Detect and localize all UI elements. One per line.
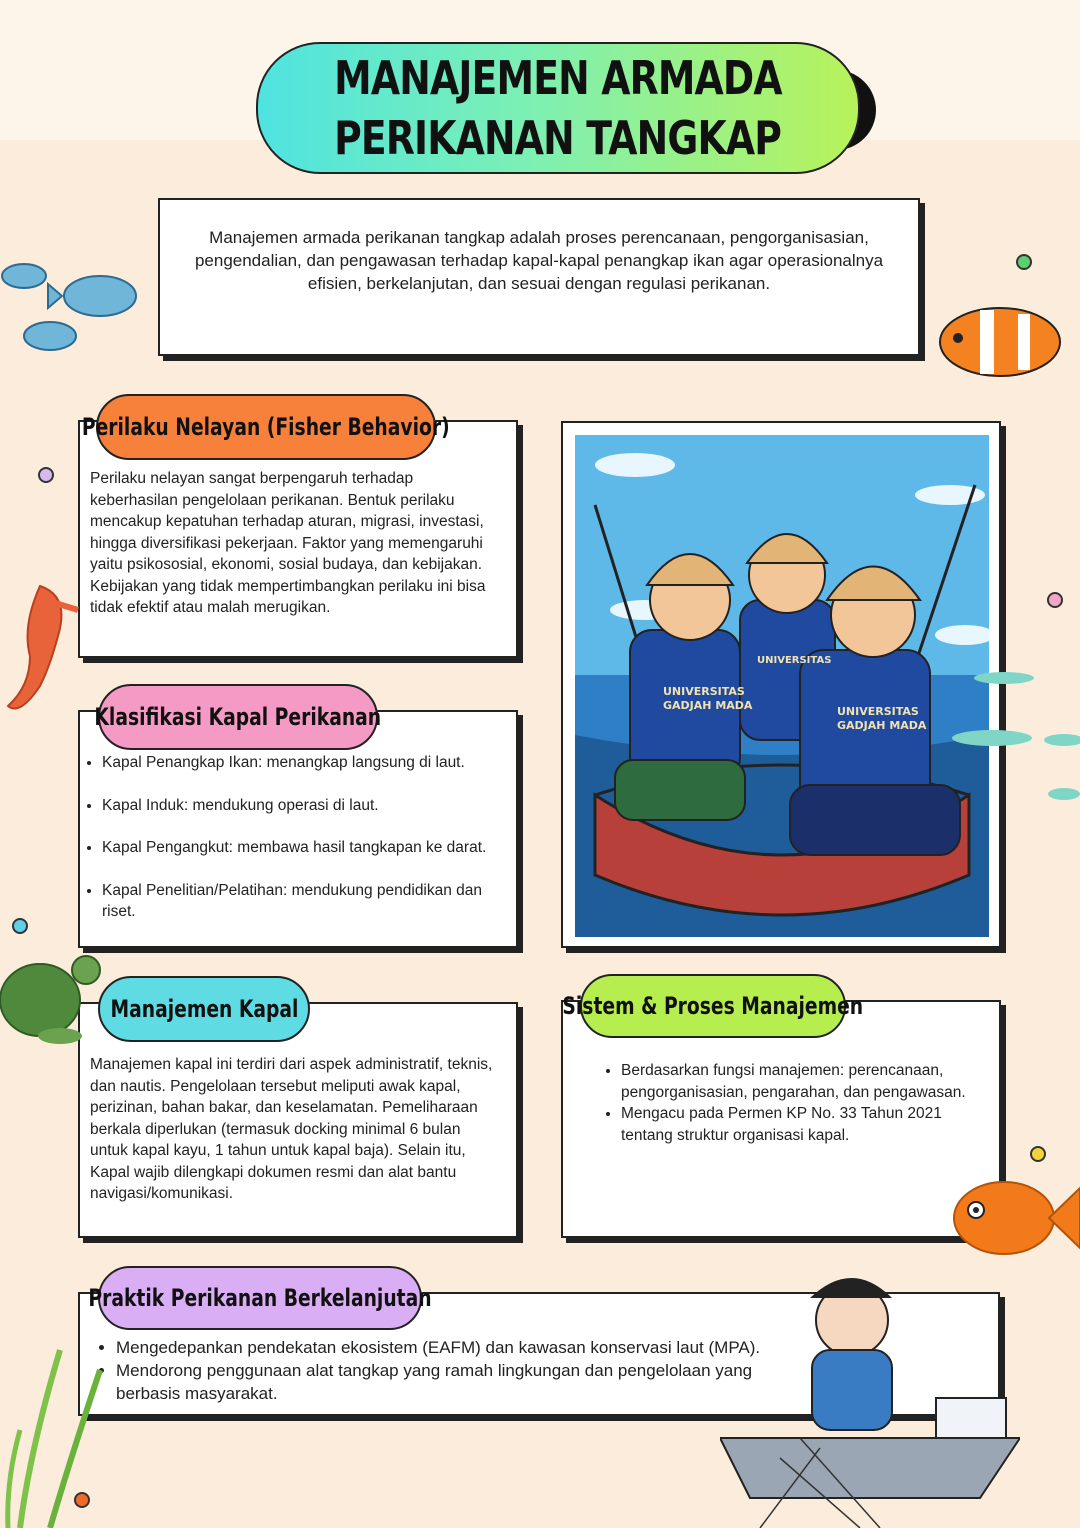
list-item: • Kapal Pengangkut: membawa hasil tangkapan ke darat. [102,837,496,859]
list-item: • Berdasarkan fungsi manajemen: perencanaan, pengorganisasian, pengarahan, dan pengawasan. [621,1060,973,1103]
decorative-dot [38,467,54,483]
shirt-text-right-1: UNIVERSITAS [837,705,919,718]
seahorse-icon [0,576,82,732]
turtle-icon [0,940,110,1050]
decorative-dot [1030,1146,1046,1162]
praktik-title: Praktik Perikanan Berkelanjutan [88,1284,432,1312]
shirt-text-left-2: GADJAH MADA [663,699,753,712]
decorative-dot [74,1492,90,1508]
list-item: • Kapal Penangkap Ikan: menangkap langsung di laut. [102,752,496,774]
list-item: • Mengedepankan pendekatan ekosistem (EAFM) dan kawasan konservasi laut (MPA). [116,1336,806,1359]
list-item: • Mendorong penggunaan alat tangkap yang ramah lingkungan dan pengelolaan yang berbasis masyarakat. [116,1359,806,1405]
fisherman-boat-icon [720,1258,1020,1528]
clownfish-icon [930,292,1080,392]
sistem-title: Sistem & Proses Manajemen [562,992,864,1020]
manajemen-kapal-body: Manajemen kapal ini terdiri dari aspek administratif, teknis, dan nautis. Pengelolaan tersebut meliputi awak kapal, perizinan, bahan bakar, dan keselamatan. Pemeliharaan berkala diperlukan (termasuk docking minimal 6 bulan untuk kapal kayu, 1 tahun untuk kapal baja). Selain itu, Kapal wajib dilengkapi dokumen resmi dan alat bantu navigasi/komunikasi. [90,1056,493,1202]
intro-text: Manajemen armada perikanan tangkap adalah proses perencanaan, pengorganisasian, pengendalian, dan pengawasan terhadap kapal-kapal penangkap ikan agar operasionalnya efisien, berkelanjutan, dan sesuai dengan regulasi perikanan. [194,228,884,293]
small-fish-icon [944,648,1080,808]
list-item: • Kapal Penelitian/Pelatihan: mendukung pendidikan dan riset. [102,880,496,923]
seaweed-icon [0,1330,110,1528]
praktik-title-pill [88,1266,432,1330]
sistem-title-pill [562,974,864,1038]
goldfish-icon [944,1168,1080,1268]
blue-fish-school-icon [0,252,150,362]
fishermen-illustration-frame [561,421,1001,948]
perilaku-title-pill [82,394,450,460]
decorative-dot [1016,254,1032,270]
list-item: • Kapal Induk: mendukung operasi di laut. [102,795,496,817]
shirt-text-right-2: GADJAH MADA [837,719,927,732]
klasifikasi-title-pill [94,684,382,750]
decorative-dot [1047,592,1063,608]
intro-card [158,198,920,356]
fishermen-illustration [575,435,989,937]
decorative-dot [12,918,28,934]
manajemen-kapal-title: Manajemen Kapal [110,995,298,1023]
sistem-list [599,1060,973,1146]
klasifikasi-title: Klasifikasi Kapal Perikanan [94,703,382,731]
praktik-list [94,1336,806,1405]
perilaku-title: Perilaku Nelayan (Fisher Behavior) [82,413,450,441]
perilaku-body: Perilaku nelayan sangat berpengaruh terhadap keberhasilan pengelolaan perikanan. Bentuk perilaku mencakup kepatuhan terhadap aturan, migrasi, investasi, hingga diversifikasi pekerjaan. Faktor yang memengaruhi yaitu psikososial, ekonomi, sosial budaya, dan kebijakan. Kebijakan yang tidak mempertimbangkan perilaku ini bisa tidak efektif atau malah merugikan. [90,470,486,616]
page-title-line-2: PERIKANAN TANGKAP [334,111,782,165]
klasifikasi-list [80,752,496,923]
page-title [256,42,860,174]
list-item: • Mengacu pada Permen KP No. 33 Tahun 2021 tentang struktur organisasi kapal. [621,1103,973,1146]
manajemen-kapal-title-pill [98,976,310,1042]
shirt-text-middle-1: UNIVERSITAS [757,655,832,666]
shirt-text-left-1: UNIVERSITAS [663,685,745,698]
page-title-line-1: MANAJEMEN ARMADA [334,51,782,105]
